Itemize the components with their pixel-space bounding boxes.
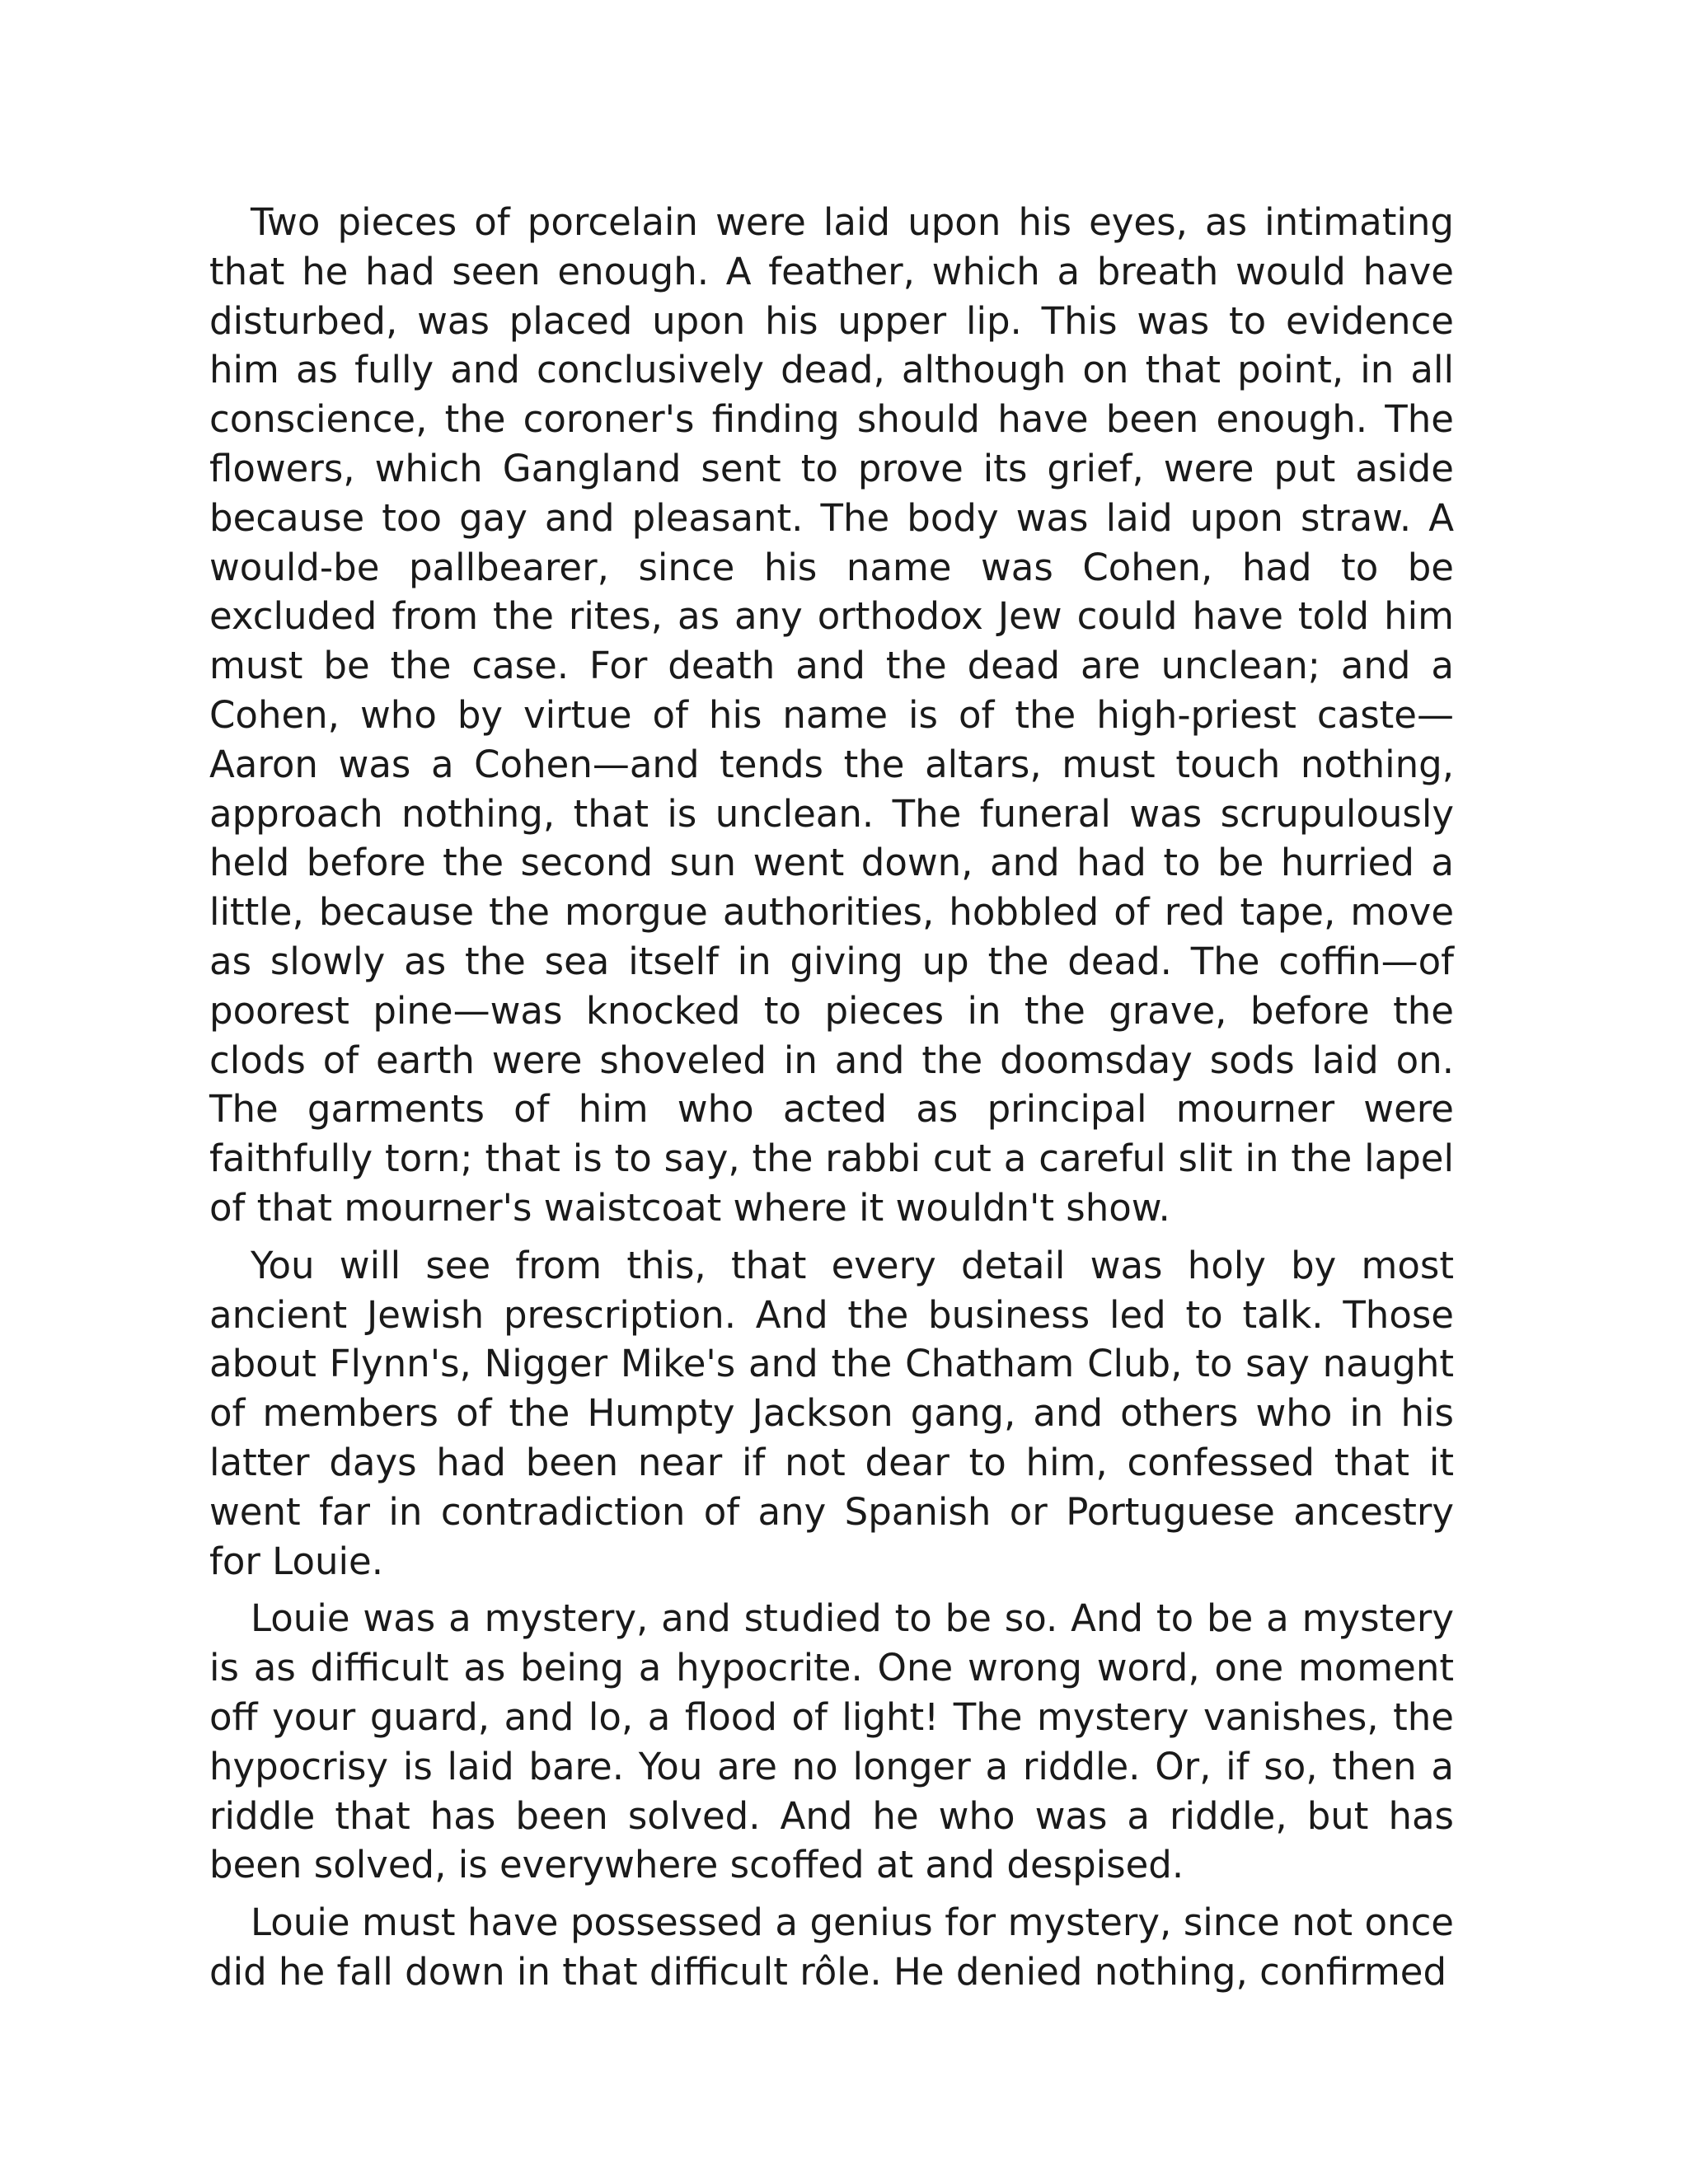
paragraph-4: Louie must have possessed a genius for mystery, since not once did he fall down in that difficult rôle. He denied nothing, confirmed <box>209 1900 1454 1994</box>
paragraph-2: You will see from this, that every detail was holy by most ancient Jewish prescription. And the business led to talk. Those about Flynn's, Nigger Mike's and the Chatham Club, to say naught of members of the Humpty Jackson gang, and others who in his latter days had been near if not dear to him, confessed that it went far in contradiction of any Spanish or Portuguese ancestry for Louie. <box>209 1243 1454 1583</box>
paragraph-1: Two pieces of porcelain were laid upon his eyes, as intimating that he had seen enough. A feather, which a breath would have disturbed, was placed upon his upper lip. This was to evidence him as fully and conclusively dead, although on that point, in all conscience, the coroner's finding should have been enough. The flowers, which Gangland sent to prove its grief, were put aside because too gay and pleasant. The body was laid upon straw. A would-be pallbearer, since his name was Cohen, had to be excluded from the rites, as any orthodox Jew could have told him must be the case. For death and the dead are unclean; and a Cohen, who by virtue of his name is of the high-priest caste—Aaron was a Cohen—and tends the altars, must touch nothing, approach nothing, that is unclean. The funeral was scrupulously held before the second sun went down, and had to be hurried a little, because the morgue authorities, hobbled of red tape, move as slowly as the sea itself in giving up the dead. The coffin—of poorest pine—was knocked to pieces in the grave, before the clods of earth were shoveled in and the doomsday sods laid on. The garments of him who acted as principal mourner were faithfully torn; that is to say, the rabbi cut a careful slit in the lapel of that mourner's waistcoat where it wouldn't show. <box>209 200 1454 1230</box>
paragraph-3: Louie was a mystery, and studied to be so. And to be a mystery is as difficult as being a hypocrite. One wrong word, one moment off your guard, and lo, a flood of light! The mystery vanishes, the hypocrisy is laid bare. You are no longer a riddle. Or, if so, then a riddle that has been solved. And he who was a riddle, but has been solved, is everywhere scoffed at and despised. <box>209 1596 1454 1887</box>
page-text <box>209 198 1454 2005</box>
